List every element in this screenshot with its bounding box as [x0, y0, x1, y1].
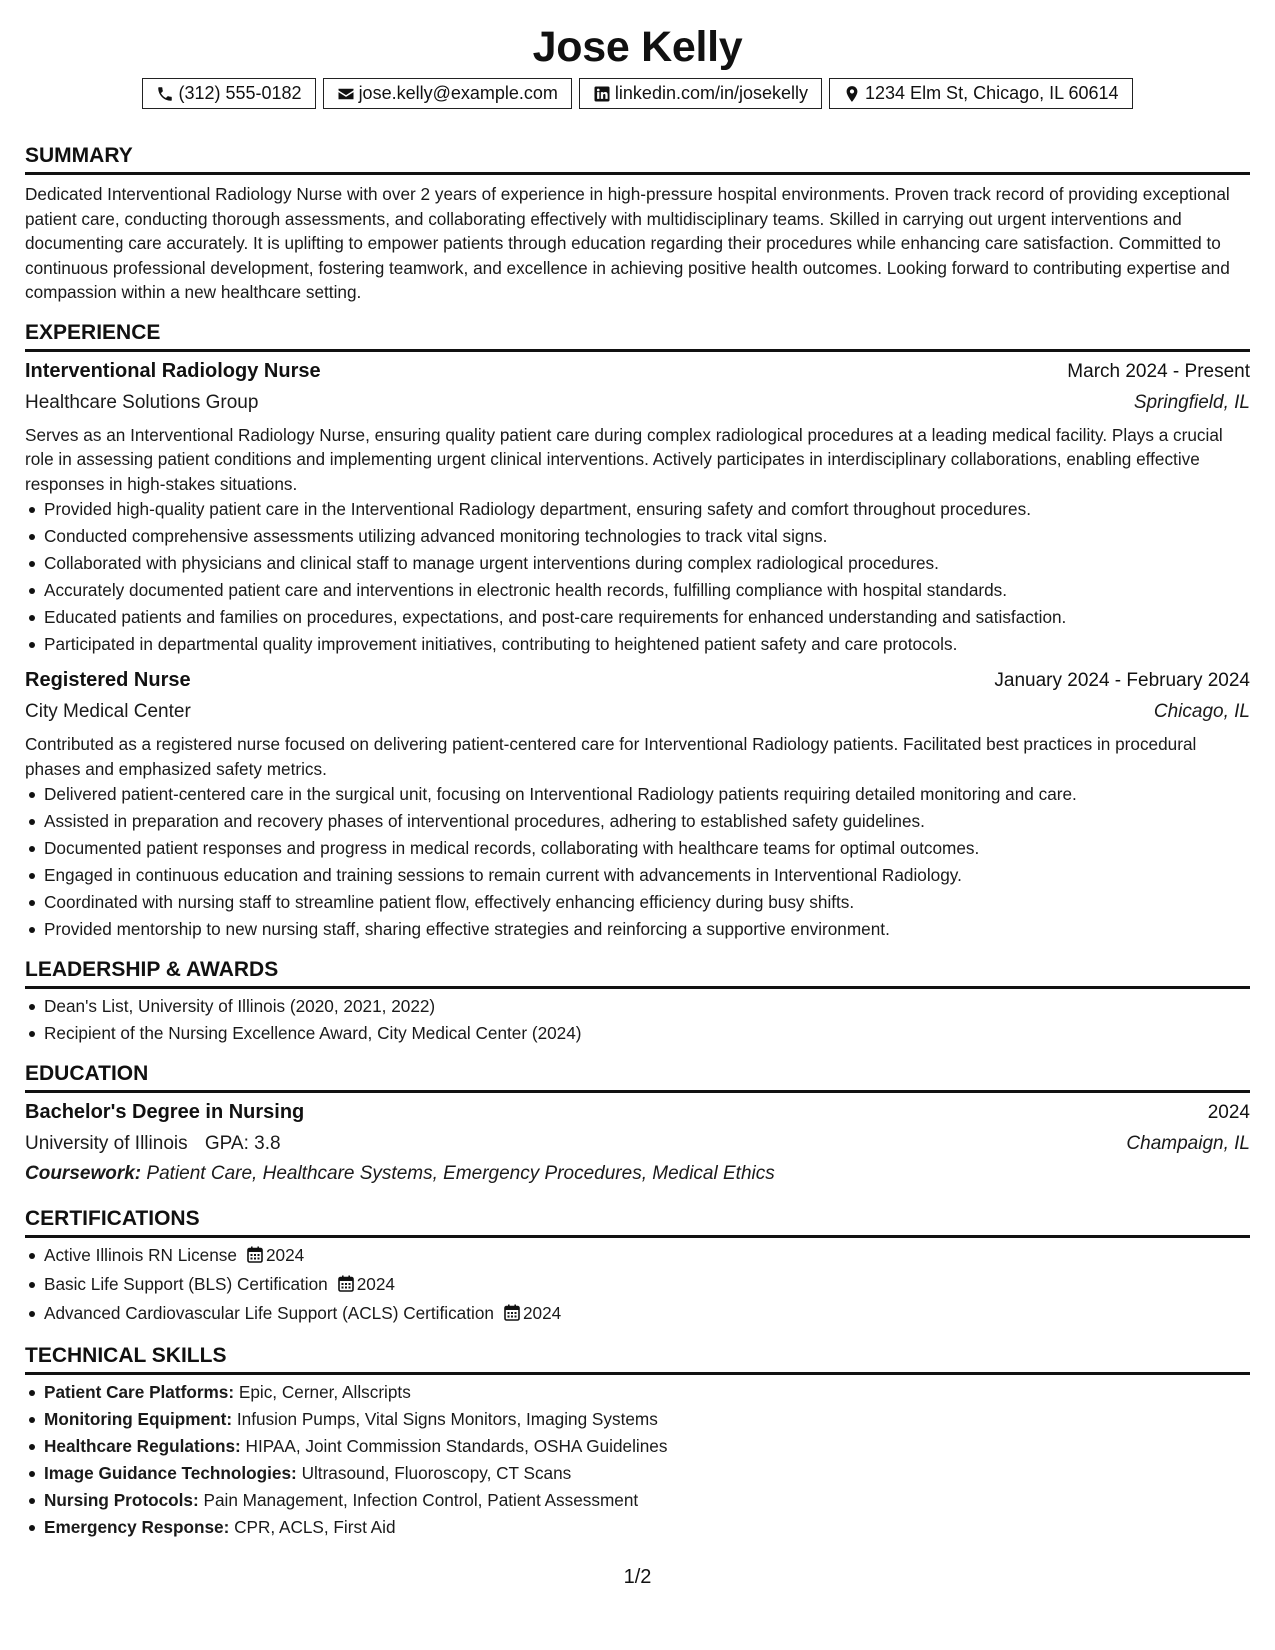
contact-phone-text: (312) 555-0182 — [178, 83, 302, 103]
section-title: EXPERIENCE — [25, 320, 161, 344]
section-divider — [25, 1372, 1250, 1375]
job-company: City Medical Center — [25, 701, 191, 722]
list-item — [25, 1514, 1250, 1541]
list-item — [25, 1271, 1250, 1300]
leadership-section — [25, 956, 1250, 1047]
education-section — [25, 1060, 1250, 1189]
list-item: Recipient of the Nursing Excellence Award, City Medical Center (2024) — [25, 1020, 1250, 1047]
list-item: Collaborated with physicians and clinical staff to manage urgent interventions during complex radiological procedures. — [25, 550, 1250, 577]
phone-icon — [156, 85, 174, 103]
contact-address[interactable] — [829, 78, 1133, 109]
list-item: Educated patients and families on procedures, expectations, and post-care requirements for enhanced understanding and satisfaction. — [25, 604, 1250, 631]
experience-section — [25, 319, 1250, 944]
skill-value: Epic, Cerner, Allscripts — [238, 1382, 411, 1402]
certification-year: 2024 — [265, 1245, 305, 1265]
skill-label: Monitoring Equipment: — [44, 1409, 233, 1429]
certification-year: 2024 — [522, 1303, 562, 1323]
skill-label: Nursing Protocols: — [44, 1490, 199, 1510]
section-title: EDUCATION — [25, 1062, 149, 1085]
contact-phone[interactable] — [142, 78, 315, 109]
linkedin-icon — [593, 85, 611, 103]
skills-section — [25, 1342, 1250, 1541]
job-bullets — [25, 781, 1250, 943]
section-title: CERTIFICATIONS — [25, 1207, 200, 1230]
list-item: Documented patient responses and progress in medical records, collaborating with healthcare teams for optimal outcomes. — [25, 835, 1250, 862]
contact-email[interactable] — [323, 78, 572, 109]
list-item — [25, 1433, 1250, 1460]
section-divider — [25, 986, 1250, 989]
skill-label: Patient Care Platforms: — [44, 1382, 235, 1402]
list-item: Conducted comprehensive assessments utilizing advanced monitoring technologies to track vital signs. — [25, 523, 1250, 550]
list-item: Engaged in continuous education and training sessions to remain current with advancements in Interventional Radiology. — [25, 862, 1250, 889]
coursework-list: Patient Care, Healthcare Systems, Emergency Procedures, Medical Ethics — [146, 1163, 775, 1184]
list-item — [25, 1242, 1250, 1271]
section-title: LEADERSHIP & AWARDS — [25, 958, 279, 981]
skill-value: CPR, ACLS, First Aid — [234, 1517, 396, 1537]
list-item — [25, 1460, 1250, 1487]
list-item: Accurately documented patient care and interventions in electronic health records, fulfilling compliance with hospital standards. — [25, 577, 1250, 604]
school-name: University of Illinois — [25, 1133, 188, 1154]
envelope-icon — [337, 85, 355, 103]
job-bullets — [25, 496, 1250, 658]
list-item: Participated in departmental quality improvement initiatives, contributing to heightened patient safety and care protocols. — [25, 631, 1250, 658]
job-description: Contributed as a registered nurse focused on delivering patient-centered care for Interventional Radiology patients. Facilitated best practices in procedural phases and emphasized safety metrics. — [25, 734, 1197, 779]
gpa: GPA: 3.8 — [204, 1133, 281, 1154]
job-location: Springfield, IL — [1133, 391, 1250, 413]
job-dates: January 2024 - February 2024 — [994, 670, 1250, 691]
list-item: Delivered patient-centered care in the surgical unit, focusing on Interventional Radiology patients requiring detailed monitoring and care. — [25, 781, 1250, 808]
job-company: Healthcare Solutions Group — [25, 391, 259, 413]
contact-linkedin-text: linkedin.com/in/josekelly — [614, 83, 809, 103]
section-divider — [25, 349, 1250, 352]
section-divider — [25, 1235, 1250, 1238]
page-number: 1/2 — [623, 1566, 652, 1588]
contact-address-text: 1234 Elm St, Chicago, IL 60614 — [865, 83, 1119, 103]
coursework-label: Coursework: — [25, 1163, 142, 1184]
certification-year: 2024 — [356, 1274, 395, 1294]
job-title: Registered Nurse — [25, 669, 191, 691]
certifications-list — [25, 1242, 1250, 1329]
degree-title: Bachelor's Degree in Nursing — [25, 1101, 305, 1123]
certifications-section — [25, 1205, 1250, 1329]
certification-name: Basic Life Support (BLS) Certification — [44, 1274, 328, 1294]
map-pin-icon — [843, 85, 861, 103]
job-entry — [25, 356, 1250, 659]
section-divider — [25, 1090, 1250, 1093]
skill-value: Infusion Pumps, Vital Signs Monitors, Imaging Systems — [236, 1409, 658, 1429]
coursework — [25, 1159, 1250, 1189]
contact-linkedin[interactable] — [579, 78, 822, 109]
job-description: Serves as an Interventional Radiology Nurse, ensuring quality patient care during complex radiological procedures at a leading medical facility. Plays a crucial role in assessing patient conditions and implementing urgent clinical interventions. Actively participates in interdisciplinary collaborations, enabling effective responses in high-stakes situations. — [25, 424, 1223, 494]
list-item — [25, 1300, 1250, 1329]
resume-page — [25, 18, 1250, 1541]
calendar-icon — [247, 1244, 263, 1271]
summary-section — [25, 142, 1250, 305]
list-item: Assisted in preparation and recovery phases of interventional procedures, adhering to established safety guidelines. — [25, 808, 1250, 835]
calendar-icon — [338, 1273, 354, 1300]
contact-bar — [25, 78, 1250, 109]
section-title: TECHNICAL SKILLS — [25, 1344, 227, 1367]
list-item — [25, 1379, 1250, 1406]
job-title: Interventional Radiology Nurse — [25, 359, 321, 382]
list-item: Provided mentorship to new nursing staff, sharing effective strategies and reinforcing a supportive environment. — [25, 916, 1250, 943]
school-location: Champaign, IL — [1126, 1133, 1250, 1154]
skill-value: HIPAA, Joint Commission Standards, OSHA Guidelines — [245, 1436, 668, 1456]
skill-value: Ultrasound, Fluoroscopy, CT Scans — [301, 1463, 572, 1483]
section-title: SUMMARY — [25, 144, 133, 167]
job-location: Chicago, IL — [1153, 701, 1250, 722]
skill-value: Pain Management, Infection Control, Patient Assessment — [203, 1490, 639, 1510]
graduation-year: 2024 — [1207, 1102, 1250, 1123]
list-item: Dean's List, University of Illinois (2020, 2021, 2022) — [25, 993, 1250, 1020]
job-dates: March 2024 - Present — [1067, 360, 1250, 382]
skills-list — [25, 1379, 1250, 1541]
job-entry — [25, 665, 1250, 943]
skill-label: Emergency Response: — [44, 1517, 230, 1537]
list-item: Provided high-quality patient care in the Interventional Radiology department, ensuring safety and comfort throughout procedures. — [25, 496, 1250, 523]
list-item — [25, 1406, 1250, 1433]
skill-label: Healthcare Regulations: — [44, 1436, 241, 1456]
list-item — [25, 1487, 1250, 1514]
certification-name: Advanced Cardiovascular Life Support (ACLS) Certification — [44, 1303, 494, 1323]
section-divider — [25, 172, 1250, 175]
candidate-name: Jose Kelly — [532, 23, 743, 71]
skill-label: Image Guidance Technologies: — [44, 1463, 297, 1483]
calendar-icon — [504, 1302, 520, 1329]
contact-email-text: jose.kelly@example.com — [358, 83, 558, 103]
summary-text: Dedicated Interventional Radiology Nurse with over 2 years of experience in high-pressure hospital environments. Proven track record of providing exceptional patient care, conducting thorough assessments, and collaborating effectively with multidisciplinary teams. Skilled in carrying out urgent interventions and documenting care accurately. It is uplifting to empower patients through education regarding their procedures while enhancing care satisfaction. Committed to continuous professional development, fostering teamwork, and excellence in achieving positive health outcomes. Looking forward to contributing expertise and compassion within a new healthcare setting. — [25, 184, 1230, 302]
list-item: Coordinated with nursing staff to streamline patient flow, effectively enhancing efficiency during busy shifts. — [25, 889, 1250, 916]
certification-name: Active Illinois RN License — [44, 1245, 237, 1265]
awards-list — [25, 993, 1250, 1047]
